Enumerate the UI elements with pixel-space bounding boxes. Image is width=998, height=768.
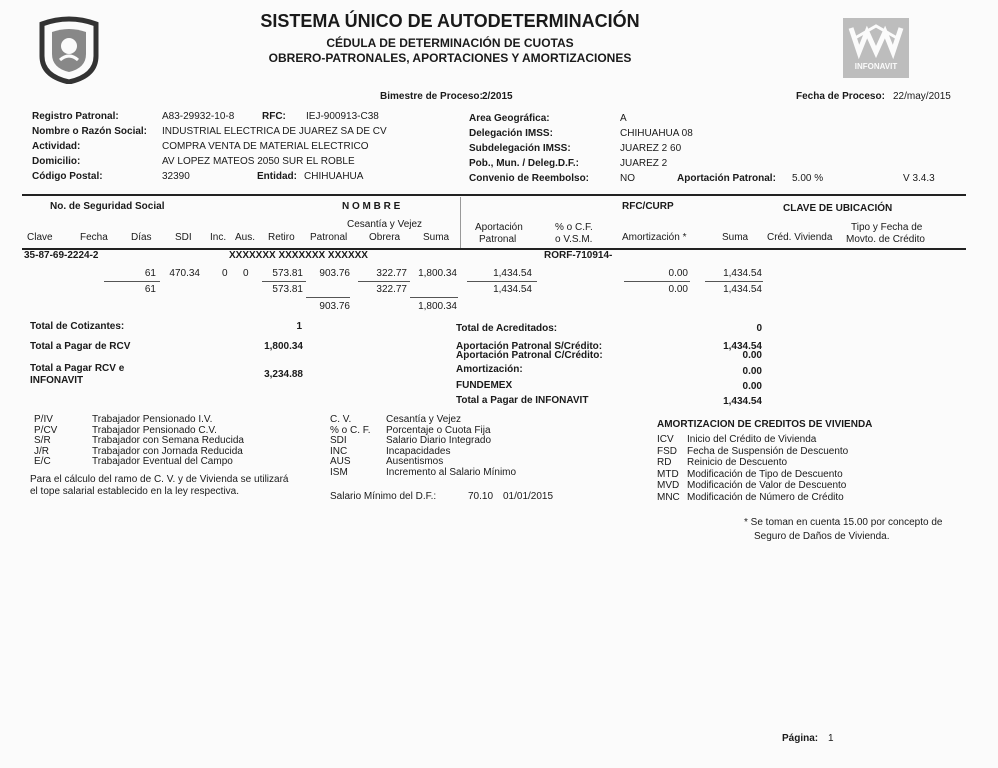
legend-code: INC [330, 445, 348, 457]
table-header-bottom-rule [22, 248, 966, 250]
col-dias: Días [131, 232, 152, 243]
worker-amortizacion: 0.00 [668, 268, 688, 279]
legend-desc: Cesantía y Vejez [386, 414, 462, 425]
subtotal-rule [306, 297, 350, 298]
legend-desc: Modificación de Número de Crédito [687, 491, 844, 503]
col-rfc-curp-header: RFC/CURP [622, 201, 674, 212]
col-suma: Suma [423, 232, 450, 243]
legend-code: MNC [657, 491, 680, 503]
worker-sdi: 470.34 [169, 268, 200, 279]
subtitle-cedula: CÉDULA DE DETERMINACIÓN DE CUOTAS [326, 36, 574, 50]
subtitle-obrero: OBRERO-PATRONALES, APORTACIONES Y AMORTIZACIONES [268, 51, 632, 65]
subtotal-suma: 1,800.34 [418, 301, 457, 312]
legend-code: SDI [330, 435, 347, 446]
legend-desc: Trabajador Pensionado I.V. [92, 414, 213, 425]
col-suma-infonavit: Suma [722, 232, 749, 243]
legend-code: AUS [330, 456, 351, 467]
legend-desc: Trabajador Pensionado C.V. [92, 424, 217, 436]
total-rcv-value: 1,800.34 [264, 341, 303, 352]
col-clave: Clave [27, 232, 53, 243]
razon-value: INDUSTRIAL ELECTRICA DE JUAREZ SA DE CV [162, 126, 387, 137]
legend-code: MTD [657, 468, 679, 480]
total-acreditados-value: 0 [756, 323, 762, 334]
col-obrera: Obrera [369, 232, 401, 243]
legend-code: C. V. [330, 414, 352, 425]
rfc-label: RFC: [262, 111, 286, 122]
legend-desc: Trabajador con Semana Reducida [92, 435, 244, 446]
convenio-value: NO [620, 173, 635, 184]
entidad-label: Entidad: [257, 171, 297, 182]
worker-dias: 61 [144, 268, 156, 279]
legend-code: RD [657, 457, 672, 468]
subdelegacion-value: JUAREZ 2 60 [620, 143, 682, 154]
worker-retiro: 573.81 [272, 268, 303, 279]
fecha-proceso-value: 22/may/2015 [893, 91, 951, 102]
table-top-rule [22, 194, 966, 196]
legend-note-line2: el tope salarial establecido en la ley respectiva. [30, 486, 240, 497]
infonavit-logo-text: INFONAVIT [854, 62, 898, 71]
convenio-label: Convenio de Reembolso: [469, 173, 590, 184]
total-acreditados-label: Total de Acreditados: [456, 323, 558, 334]
subtotal-rule [358, 281, 410, 282]
col-patronal: Patronal [310, 232, 348, 243]
legend-desc: Modificación de Tipo de Descuento [687, 468, 843, 480]
col-cred-vivienda: Créd. Vivienda [767, 232, 833, 243]
domicilio-label: Domicilio: [32, 156, 81, 167]
legend-desc: Porcentaje o Cuota Fija [386, 424, 491, 436]
col-retiro: Retiro [268, 232, 295, 243]
aportacion-patronal-label: Aportación Patronal: [677, 173, 776, 184]
subtotal-rule [705, 281, 763, 282]
legend-code: P/CV [34, 424, 58, 436]
footnote-line2: Seguro de Daños de Vivienda. [754, 531, 890, 542]
fundemex-label: FUNDEMEX [456, 380, 513, 391]
bimestre-label: Bimestre de Proceso: [380, 91, 483, 102]
subtotal-aportacion: 1,434.54 [493, 284, 532, 295]
subtotal-patronal: 903.76 [319, 301, 350, 312]
rfc-value: IEJ-900913-C38 [306, 111, 379, 122]
worker-obrera: 322.77 [376, 268, 407, 279]
legend-desc: Trabajador con Jornada Reducida [92, 445, 243, 457]
worker-patronal: 903.76 [319, 268, 350, 279]
worker-suma: 1,800.34 [418, 268, 457, 279]
col-cesantia-header: Cesantía y Vejez [347, 219, 423, 230]
pagina-value: 1 [828, 733, 834, 744]
legend-descs-left [92, 415, 244, 468]
fecha-proceso-label: Fecha de Proceso: [796, 91, 885, 102]
col-amortizacion: Amortización * [622, 232, 687, 243]
legend-code: J/R [34, 445, 49, 457]
legend-code: FSD [657, 445, 677, 457]
legend-code: P/IV [34, 414, 53, 425]
col-aportacion-line2: Patronal [479, 234, 517, 245]
legend-desc: Incremento al Salario Mínimo [386, 466, 517, 478]
col-fecha: Fecha [80, 232, 108, 243]
legend-code: S/R [34, 435, 51, 446]
total-rcv-label: Total a Pagar de RCV [30, 341, 131, 352]
aport-sin-credito-label: Aportación Patronal S/Crédito: [456, 341, 603, 352]
worker-nss: 35-87-69-2224-2 [24, 250, 99, 261]
version-label: V 3.4.3 [903, 173, 935, 184]
worker-nombre: XXXXXXX XXXXXXX XXXXXX [229, 250, 368, 261]
total-infonavit-label: Total a Pagar de INFONAVIT [456, 395, 589, 406]
aportacion-patronal-value: 5.00 % [792, 173, 824, 184]
infonavit-logo [843, 18, 909, 78]
total-rcv-infonavit-value: 3,234.88 [264, 369, 303, 380]
bimestre-value: 2/2015 [482, 91, 513, 102]
col-aportacion-line1: Aportación [475, 222, 523, 233]
subtotal-retiro: 573.81 [272, 284, 303, 295]
col-inc: Inc. [210, 232, 227, 243]
salario-minimo-date: 01/01/2015 [503, 491, 554, 502]
col-tipo-line2: Movto. de Crédito [846, 234, 925, 245]
legend-desc: Incapacidades [386, 445, 451, 457]
salario-minimo-label: Salario Mínimo del D.F.: [330, 491, 437, 502]
actividad-label: Actividad: [32, 141, 81, 152]
legend-code: MVD [657, 480, 680, 491]
legend-desc: Fecha de Suspensión de Descuento [687, 445, 849, 457]
entidad-value: CHIHUAHUA [304, 171, 364, 182]
delegacion-label: Delegación IMSS: [469, 128, 553, 139]
amortizacion-label: Amortización: [456, 364, 523, 375]
subtotal-rule [410, 297, 458, 298]
aport-sin-credito-value: 1,434.54 [723, 341, 762, 352]
col-pct-line2: o V.S.M. [555, 234, 593, 245]
legend-descs-mid [386, 415, 516, 478]
col-sdi: SDI [175, 232, 192, 243]
worker-rfc: RORF-710914- [544, 250, 613, 261]
legend-codes-right [657, 434, 680, 503]
subtotal-rule [467, 281, 537, 282]
worker-inc: 0 [222, 268, 228, 279]
col-nombre-header: N O M B R E [342, 201, 401, 212]
aport-con-credito-label: Aportación Patronal C/Crédito: [456, 350, 603, 361]
table-column-divider [460, 197, 461, 248]
amortizacion-creditos-title: AMORTIZACION DE CREDITOS DE VIVIENDA [657, 419, 873, 430]
legend-codes-mid [330, 415, 371, 478]
pagina-label: Página: [782, 733, 819, 744]
col-tipo-line1: Tipo y Fecha de [851, 222, 923, 233]
fundemex-value: 0.00 [742, 381, 762, 392]
page-title: SISTEMA ÚNICO DE AUTODETERMINACIÓN [260, 11, 640, 31]
legend-desc: Salario Diario Integrado [386, 435, 492, 446]
legend-code: E/C [34, 456, 51, 467]
cp-value: 32390 [162, 171, 190, 182]
legend-desc: Reinicio de Descuento [687, 457, 788, 468]
amortizacion-value: 0.00 [742, 366, 762, 377]
aport-con-credito-value: 0.00 [742, 350, 762, 361]
subtotal-rule [262, 281, 306, 282]
area-label: Area Geográfica: [469, 113, 550, 124]
domicilio-value: AV LOPEZ MATEOS 2050 SUR EL ROBLE [162, 156, 355, 167]
subtotal-rule [624, 281, 690, 282]
total-cotizantes-label: Total de Cotizantes: [30, 321, 125, 332]
worker-aus: 0 [243, 268, 249, 279]
legend-code: ICV [657, 434, 674, 445]
col-nss-header: No. de Seguridad Social [50, 201, 165, 212]
subtotal-dias: 61 [144, 284, 156, 295]
legend-desc: Ausentismos [386, 456, 444, 467]
worker-suma-infonavit: 1,434.54 [723, 268, 762, 279]
pob-label: Pob., Mun. / Deleg.D.F.: [469, 158, 579, 169]
footnote-line1: * Se toman en cuenta 15.00 por concepto de [744, 517, 943, 528]
col-pct-line1: % o C.F. [555, 222, 593, 233]
legend-desc: Inicio del Crédito de Vivienda [687, 434, 817, 445]
legend-descs-right [687, 434, 848, 503]
salario-minimo-value: 70.10 [468, 491, 494, 502]
total-cotizantes-value: 1 [296, 321, 302, 332]
total-rcv-infonavit-label-2: INFONAVIT [30, 375, 84, 386]
subtotal-suma-infonavit: 1,434.54 [723, 284, 762, 295]
legend-code: % o C. F. [330, 424, 371, 436]
total-infonavit-value: 1,434.54 [723, 396, 762, 407]
delegacion-value: CHIHUAHUA 08 [620, 128, 693, 139]
cp-label: Código Postal: [32, 171, 103, 182]
total-rcv-infonavit-label-1: Total a Pagar RCV e [30, 363, 125, 374]
legend-desc: Trabajador Eventual del Campo [92, 456, 233, 467]
worker-aportacion: 1,434.54 [493, 268, 532, 279]
registro-value: A83-29932-10-8 [162, 111, 235, 122]
subtotal-obrera: 322.77 [376, 284, 407, 295]
legend-desc: Modificación de Valor de Descuento [687, 480, 847, 491]
legend-note-line1: Para el cálculo del ramo de C. V. y de Vivienda se utilizará [30, 474, 289, 485]
subtotal-amortizacion: 0.00 [668, 284, 688, 295]
razon-label: Nombre o Razón Social: [32, 126, 148, 137]
area-value: A [620, 113, 627, 124]
legend-code: ISM [330, 466, 348, 478]
subdelegacion-label: Subdelegación IMSS: [469, 143, 571, 154]
subtotal-rule [104, 281, 160, 282]
actividad-value: COMPRA VENTA DE MATERIAL ELECTRICO [162, 141, 369, 152]
col-aus: Aus. [235, 232, 256, 243]
pob-value: JUAREZ 2 [620, 158, 668, 169]
legend-codes-left [34, 415, 57, 468]
col-clave-ubicacion-header: CLAVE DE UBICACIÓN [783, 203, 893, 214]
imss-logo [38, 16, 100, 84]
registro-label: Registro Patronal: [32, 111, 119, 122]
